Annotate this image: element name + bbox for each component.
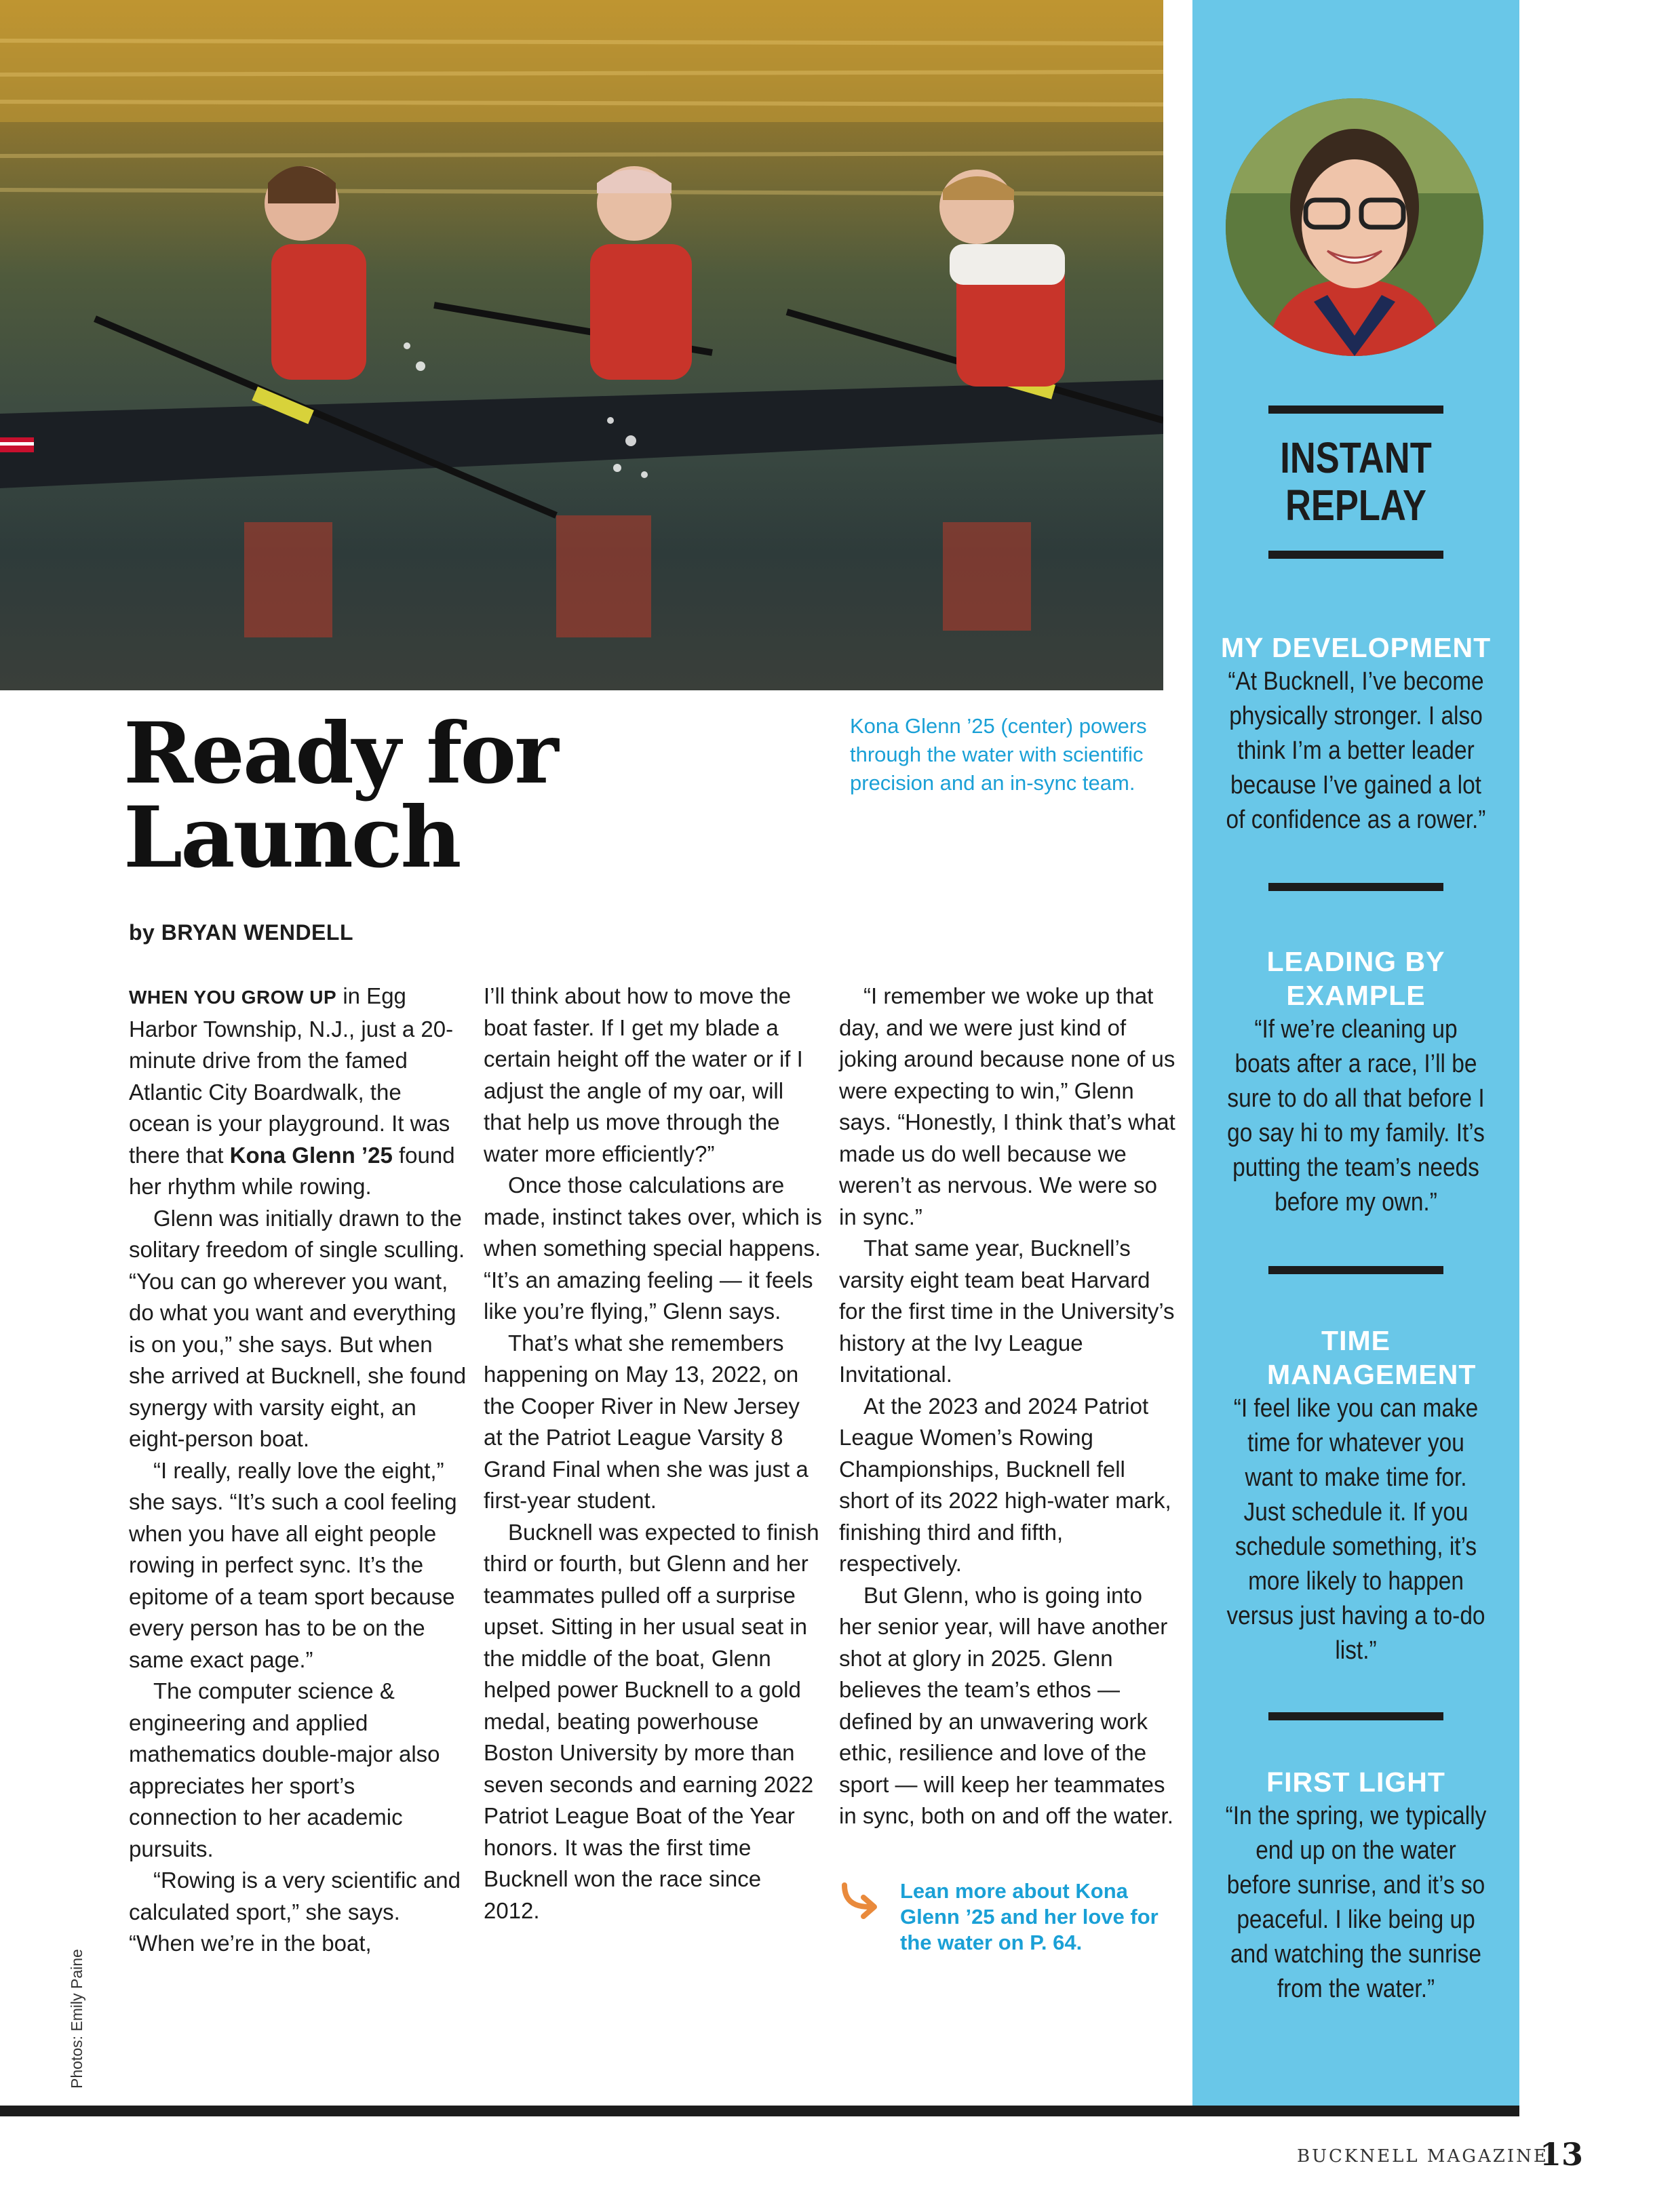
article-column-3: [839, 981, 1178, 1832]
portrait-illustration: [1226, 98, 1483, 356]
sidebar-rule: [1268, 551, 1443, 559]
section-heading: MY DEVELOPMENT: [1220, 632, 1492, 663]
paragraph: Once those calculations are made, instinct takes over, which is when something special happens. “It’s an amazing feeling — it feels like you’re flying,” Glenn says.: [484, 1172, 822, 1324]
paragraph: “I really, really love the eight,” she says. “It’s such a cool feeling when you have all eight people rowing in perfect sync. It’s the epitome of a team sport because every person has to be on the same exact page.”: [129, 1457, 457, 1672]
sidebar-rule: [1268, 1712, 1443, 1720]
section-quote: “If we’re cleaning up boats after a race, I’ll be sure to do all that before I go say hi to my family. It’s putting the team’s needs before my own.”: [1227, 1015, 1485, 1217]
article-column-1: [129, 981, 468, 1960]
rowing-illustration: [0, 0, 1163, 690]
section-quote: “I feel like you can make time for whatever you want to make time for. Just schedule it. If you schedule something, it’s more likely to happen versus just having a to-do list.”: [1226, 1394, 1485, 1665]
paragraph: Glenn was initially drawn to the solitary freedom of single sculling. “You can go wherever you want, do what you want and everything is on you,” she says. But when she arrived at Bucknell, she found synergy with varsity eight, an eight-person boat.: [129, 1205, 467, 1451]
page-number: 13: [1540, 2136, 1584, 2173]
sidebar-title: INSTANT REPLAY: [1280, 433, 1432, 530]
section-heading: FIRST LIGHT: [1266, 1766, 1445, 1798]
sidebar-rule: [1268, 883, 1443, 891]
footer-rule: [0, 2106, 1519, 2116]
section-heading: TIME MANAGEMENT: [1267, 1325, 1477, 1390]
photo-caption: Kona Glenn ’25 (center) powers through the water with scientific precision and an in-sync team.: [850, 714, 1147, 795]
section-quote: “In the spring, we typically end up on the water before sunrise, and it’s so peaceful. I like being up and watching the sunrise from the water.”: [1225, 1802, 1487, 2003]
paragraph: But Glenn, who is going into her senior year, will have another shot at glory in 2025. Glenn believes the team’s ethos — defined by an unwavering work ethic, resilience and love of the sport — will keep her teammates in sync, both on and off the water.: [839, 1582, 1173, 1828]
paragraph: WHEN YOU GROW UP in Egg Harbor Township, N.J., just a 20-minute drive from the famed Atlantic City Boardwalk, the ocean is your playground. It was there that Kona Glenn ’25 found her rhythm while rowing.: [129, 983, 455, 1199]
paragraph: “I remember we woke up that day, and we were just kind of joking around because none of us were expecting to win,” Glenn says. “Honestly, I think that’s what made us do well because we weren’t as nervous. We were so in sync.”: [839, 983, 1175, 1229]
section-quote: “At Bucknell, I’ve become physically stronger. I also think I’m a better leader because I’ve gained a lot of confidence as a rower.”: [1226, 667, 1486, 834]
paragraph: I’ll think about how to move the boat faster. If I get my blade a certain height off the water or if I adjust the angle of my oar, will that help us move through the water more efficiently?”: [484, 983, 803, 1166]
paragraph: That same year, Bucknell’s varsity eight team beat Harvard for the first time in the University’s history at the Ivy League Invitational.: [839, 1236, 1175, 1387]
paragraph: “Rowing is a very scientific and calculated sport,” she says. “When we’re in the boat,: [129, 1868, 461, 1956]
article-title: Ready for Launch: [123, 705, 557, 887]
sidebar-section-my-development: [1206, 631, 1506, 837]
paragraph: The computer science & engineering and applied mathematics double-major also appreciates her sport’s connection to her academic pursuits.: [129, 1678, 440, 1861]
more-link[interactable]: [839, 1878, 1171, 1987]
more-link-text[interactable]: Lean more about Kona Glenn ’25 and her love for the water on P. 64.: [900, 1879, 1159, 1954]
magazine-name: BUCKNELL MAGAZINE: [1297, 2146, 1549, 2167]
paragraph: At the 2023 and 2024 Patriot League Women’s Rowing Championships, Bucknell fell short of its 2022 high-water mark, finishing third and fifth, respectively.: [839, 1393, 1171, 1576]
paragraph: Bucknell was expected to finish third or fourth, but Glenn and her teammates pulled off a surprise upset. Sitting in her usual seat in the middle of the boat, Glenn helped power Bucknell to a gold medal, beating powerhouse Boston University by more than seven seconds and earning 2022 Patriot League Boat of the Year honors. It was the first time Bucknell won the race since 2012.: [484, 1519, 819, 1923]
sidebar-section-leading-by-example: [1206, 945, 1506, 1220]
photo-credit: Photos: Emily Paine: [68, 1949, 85, 2089]
curved-arrow-icon: [839, 1878, 882, 1919]
sidebar-rule: [1268, 1266, 1443, 1274]
section-heading: LEADING BY EXAMPLE: [1266, 946, 1445, 1011]
portrait-photo: [1226, 98, 1483, 356]
paragraph: That’s what she remembers happening on May 13, 2022, on the Cooper River in New Jersey at the Patriot League Varsity 8 Grand Final when she was just a first-year student.: [484, 1330, 809, 1513]
sidebar-rule: [1268, 406, 1443, 414]
sidebar-section-first-light: [1206, 1765, 1506, 2007]
sidebar-section-time-management: [1206, 1324, 1506, 1668]
article-column-2: [484, 981, 823, 1927]
byline: by BRYAN WENDELL: [129, 920, 353, 945]
hero-photo: [0, 0, 1163, 690]
